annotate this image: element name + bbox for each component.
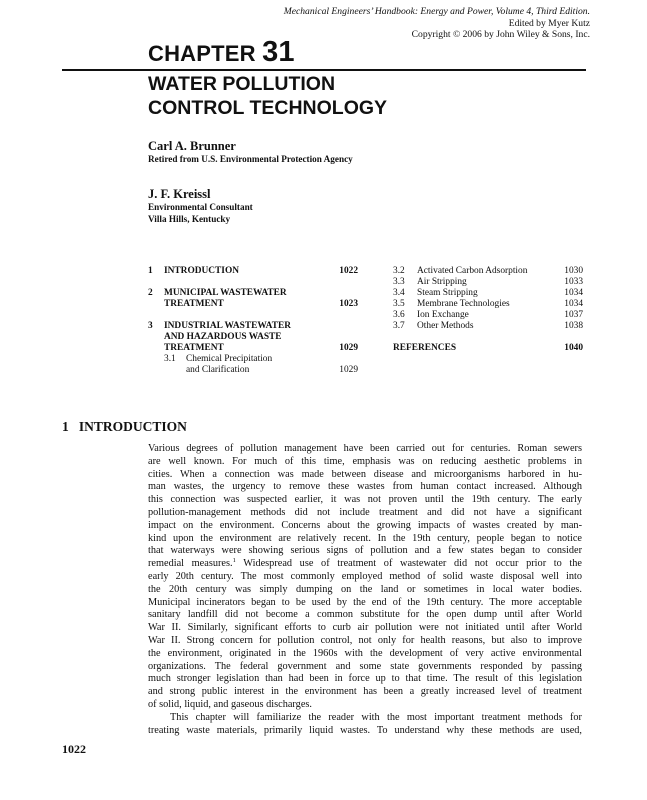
author-block-2	[148, 187, 253, 225]
body-line: War II. Strong concern for pollution control, not only for health reasons, but also to improve	[148, 634, 582, 646]
chapter-number: 31	[262, 36, 295, 68]
toc-entry-page: 1022	[339, 266, 358, 276]
toc-entry-number: 3.1	[164, 354, 176, 364]
toc-entry-number: 3.4	[393, 288, 405, 298]
body-line	[148, 558, 582, 571]
toc-entry-number: 2	[148, 288, 153, 298]
chapter-rule	[62, 69, 586, 71]
toc-entry-page: 1023	[339, 299, 358, 309]
body-line: are well known. For much of this time, emphasis was on reducing aesthetic problems in	[148, 455, 582, 467]
body-line: impact on the environment. Concerns about the growing impacts of wastes created by man-	[148, 519, 582, 531]
body-line: treating waste materials, primarily liquid wastes. To understand why these methods are used,	[148, 724, 582, 736]
body-line: kind upon the environment are relatively recent. In the 19th century, people began to notice	[148, 532, 582, 544]
section-number: 1	[62, 419, 69, 434]
toc-entry-title-cont: TREATMENT	[164, 343, 224, 353]
copyright-line: Copyright © 2006 by John Wiley & Sons, Inc.	[411, 29, 590, 40]
toc-entry-number: 3.2	[393, 266, 405, 276]
body-line: Municipal incinerators began to be used by the end of the 19th century. The more acceptable	[148, 596, 582, 608]
body-line: man wastes, the urgency to remove these wastes from human contact increased. Although	[148, 481, 582, 493]
chapter-title	[148, 72, 387, 120]
toc-entry-title-cont: and Clarification	[186, 365, 250, 375]
toc-entry-page: 1029	[339, 343, 358, 353]
toc-entry-number: 3.3	[393, 277, 405, 287]
chapter-heading	[148, 36, 295, 69]
toc-entry-title: Other Methods	[417, 321, 474, 331]
body-line: the environment, originated in the 1960s with the development of very active environmental	[148, 647, 582, 659]
toc-entry-title-cont: TREATMENT	[164, 299, 224, 309]
author-affiliation: Environmental Consultant	[148, 202, 253, 212]
toc-entry-page: 1037	[564, 310, 583, 320]
toc-entry-title: Steam Stripping	[417, 288, 478, 298]
body-line: Various degrees of pollution management have been carried out for centuries. Roman sewers	[148, 443, 582, 454]
body-line: pollution-management methods did not include treatment and did not have a significant	[148, 506, 582, 518]
toc-entry-number: 3	[148, 321, 153, 331]
toc-entry-number: 3.5	[393, 299, 405, 309]
toc-entry-page: 1030	[564, 266, 583, 276]
toc-entry-title: Ion Exchange	[417, 310, 469, 320]
toc-entry	[148, 354, 358, 376]
body-line: much stronger legislation than had been in force up to that time. The result of this legislation	[148, 673, 582, 685]
toc-entry-page: 1034	[564, 288, 583, 298]
author-name: J. F. Kreissl	[148, 187, 211, 201]
editor-line: Edited by Myer Kutz	[508, 17, 590, 29]
body-line: cities. When a connection was made between disease and microorganisms harbored in hu-	[148, 468, 582, 480]
body-paragraphs	[148, 443, 582, 737]
toc-entry-title: INDUSTRIAL WASTEWATER	[164, 321, 292, 331]
body-line: early 20th century. The most commonly employed method of solid waste disposal well into	[148, 570, 582, 582]
book-title-line: Mechanical Engineers’ Handbook: Energy and Power, Volume 4, Third Edition.	[283, 6, 590, 17]
toc-entry-title: MUNICIPAL WASTEWATER	[164, 288, 287, 298]
toc-entry	[148, 321, 358, 354]
body-line: sanitary landfill did not become a common substitute for the open dump until after World	[148, 609, 582, 621]
toc-entry-title: REFERENCES	[393, 343, 457, 353]
toc-entry	[148, 266, 358, 277]
footnote-ref: 1	[232, 558, 236, 565]
body-line: of solid, liquid, and gaseous discharges.	[148, 698, 312, 710]
chapter-title-line-1: WATER POLLUTION	[148, 73, 336, 95]
body-line: the 20th century was simply dumping on the land or sometimes in local water bodies.	[148, 583, 582, 595]
author-location: Villa Hills, Kentucky	[148, 213, 231, 224]
body-text: Widespread use of treatment of wastewater did not occur prior to the	[235, 558, 582, 570]
author-block-1	[148, 139, 353, 166]
toc-entry-page: 1034	[564, 299, 583, 309]
chapter-title-line-2: CONTROL TECHNOLOGY	[148, 97, 388, 119]
toc-entry-page: 1040	[564, 343, 583, 353]
body-line: War II. Similarly, significant efforts to curb air pollution were not initiated until after World	[148, 622, 582, 634]
toc-entry	[148, 288, 358, 310]
toc-entry-title-cont: AND HAZARDOUS WASTE	[164, 332, 282, 342]
body-text: remedial measures.	[148, 558, 233, 570]
toc-entry-title: INTRODUCTION	[164, 266, 240, 276]
toc-entry-number: 1	[148, 266, 153, 276]
page-number: 1022	[62, 742, 86, 756]
toc-entry-title: Air Stripping	[417, 277, 467, 287]
running-header	[284, 6, 590, 41]
chapter-label: CHAPTER	[148, 41, 256, 66]
body-line: This chapter will familiarize the reader with the most important treatment methods for	[170, 711, 582, 723]
toc-entry-title: Membrane Technologies	[417, 299, 510, 309]
body-line: this connection was suspected earlier, it was not proven until the 19th century. The early	[148, 494, 582, 506]
body-line: that waterways were showing serious signs of pollution and a few states began to consider	[148, 545, 582, 557]
author-name: Carl A. Brunner	[148, 139, 236, 153]
body-line: organizations. The federal government and some state governments responded by passing	[148, 660, 582, 672]
body-line: and strong public interest in the environment has been a greatly increased level of treatment	[148, 686, 582, 698]
toc-entry-number: 3.6	[393, 310, 405, 320]
toc-entry-number: 3.7	[393, 321, 405, 331]
toc-entry-page: 1033	[564, 277, 583, 287]
section-title: INTRODUCTION	[78, 419, 187, 434]
toc-entry-title: Chemical Precipitation	[186, 354, 273, 364]
section-heading	[62, 419, 187, 435]
author-affiliation: Retired from U.S. Environmental Protection Agency	[148, 154, 353, 164]
toc-entry-page: 1038	[564, 321, 583, 331]
toc-entry-title: Activated Carbon Adsorption	[417, 266, 528, 276]
toc-entry-page: 1029	[339, 365, 358, 375]
